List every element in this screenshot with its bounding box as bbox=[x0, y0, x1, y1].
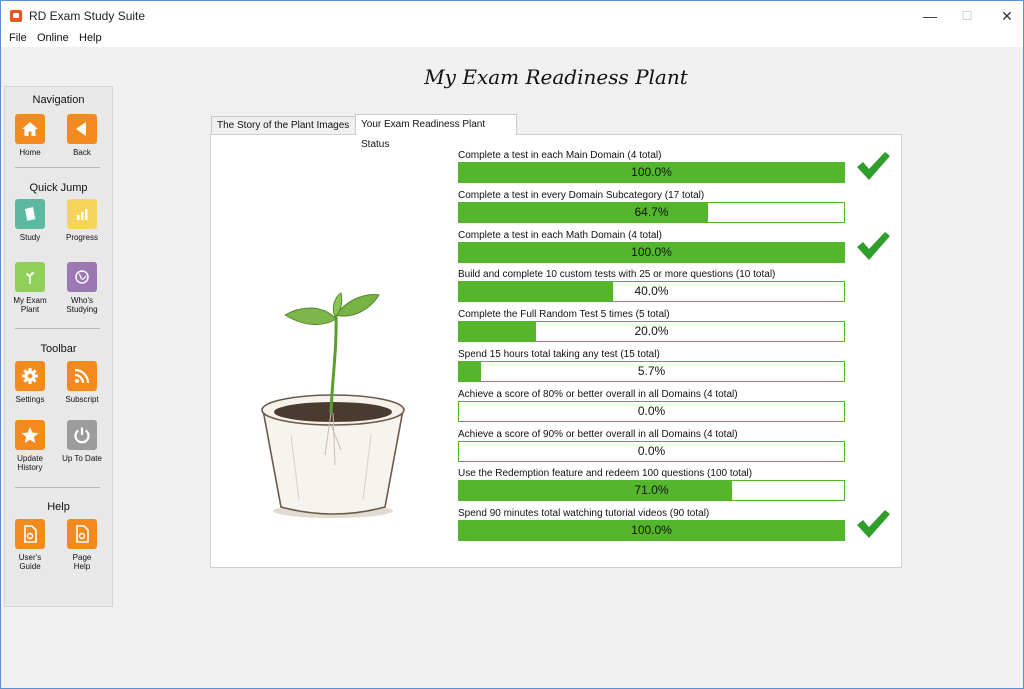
progress-bar bbox=[458, 321, 845, 342]
minimize-button[interactable]: — bbox=[923, 8, 937, 24]
progress-value: 64.7% bbox=[634, 204, 669, 219]
progress-value: 100.0% bbox=[631, 165, 672, 179]
goal-row bbox=[458, 268, 848, 302]
menu-bar bbox=[1, 31, 1023, 47]
gear-icon bbox=[20, 366, 40, 386]
progress-value: 100.0% bbox=[631, 523, 672, 538]
progress-label: Progress bbox=[65, 233, 98, 242]
back-button[interactable] bbox=[54, 114, 110, 157]
home-icon bbox=[20, 119, 40, 139]
goal-label: Spend 15 hours total taking any test (15 total) bbox=[458, 349, 660, 360]
my-exam-plant-button[interactable] bbox=[2, 262, 58, 314]
goal-label: Complete a test in each Math Domain (4 total) bbox=[458, 229, 662, 241]
goal-row bbox=[458, 428, 848, 462]
goal-label: Complete a test in every Domain Subcategory (17 total) bbox=[458, 189, 705, 201]
status-panel bbox=[210, 134, 902, 568]
quick-jump-title: Quick Jump bbox=[29, 182, 88, 194]
update-history-label: Update History bbox=[17, 454, 43, 472]
update-history-button[interactable] bbox=[2, 420, 58, 472]
close-button[interactable]: ✕ bbox=[1001, 8, 1013, 24]
tab-story[interactable]: The Story of the Plant Images bbox=[211, 116, 357, 135]
goal-label: Build and complete 10 custom tests with 25 or more questions (10 total) bbox=[458, 269, 776, 281]
settings-button[interactable] bbox=[2, 361, 58, 404]
progress-bar bbox=[458, 480, 845, 501]
up-to-date-label: Up To Date bbox=[62, 454, 102, 463]
progress-value: 100.0% bbox=[631, 244, 672, 259]
progress-bar bbox=[458, 162, 845, 183]
goal-row bbox=[458, 149, 848, 183]
page-title: My Exam Readiness Plant bbox=[424, 65, 688, 89]
goal-row bbox=[458, 308, 848, 342]
progress-chart-icon bbox=[73, 205, 91, 223]
goal-row bbox=[458, 229, 848, 263]
progress-button[interactable] bbox=[54, 199, 110, 242]
tab-status[interactable]: Your Exam Readiness Plant Status bbox=[355, 114, 517, 135]
title-bar bbox=[1, 1, 1023, 31]
progress-bar bbox=[458, 401, 845, 422]
goal-row bbox=[458, 507, 848, 541]
app-icon bbox=[10, 10, 22, 22]
progress-value: 20.0% bbox=[634, 324, 669, 339]
users-guide-label: User's Guide bbox=[18, 553, 42, 571]
checkmark-icon bbox=[855, 150, 891, 182]
plant-pot-image bbox=[251, 285, 416, 525]
star-icon bbox=[20, 425, 40, 445]
progress-bar bbox=[458, 281, 845, 302]
goal-label: Spend 90 minutes total watching tutorial videos (90 total) bbox=[458, 508, 710, 520]
goal-row bbox=[458, 348, 848, 382]
study-label: Study bbox=[19, 233, 41, 242]
home-label: Home bbox=[19, 148, 41, 157]
goal-row bbox=[458, 388, 848, 422]
progress-value: 40.0% bbox=[634, 284, 669, 299]
subscript-button[interactable] bbox=[54, 361, 110, 404]
progress-value: 71.0% bbox=[634, 483, 669, 498]
goal-row bbox=[458, 467, 848, 501]
settings-label: Settings bbox=[15, 395, 45, 404]
menu-online[interactable]: Online bbox=[37, 32, 69, 44]
home-button[interactable] bbox=[2, 114, 58, 157]
goal-label: Achieve a score of 80% or better overall in all Domains (4 total) bbox=[458, 388, 738, 400]
goal-label: Achieve a score of 90% or better overall in all Domains (4 total) bbox=[458, 428, 738, 440]
whos-studying-button[interactable] bbox=[54, 262, 110, 314]
goal-row bbox=[458, 189, 848, 223]
progress-bar bbox=[458, 441, 845, 462]
plant-icon bbox=[21, 268, 39, 286]
rss-icon bbox=[72, 366, 92, 386]
goal-label: Complete a test in each Main Domain (4 total) bbox=[458, 150, 662, 161]
users-guide-button[interactable] bbox=[2, 519, 58, 571]
progress-value: 0.0% bbox=[637, 443, 666, 458]
globe-icon bbox=[73, 268, 91, 286]
progress-bar bbox=[458, 361, 845, 382]
progress-bar bbox=[458, 202, 845, 223]
checkmark-icon bbox=[855, 230, 891, 262]
page-help-button[interactable] bbox=[54, 519, 110, 571]
menu-help[interactable]: Help bbox=[79, 32, 102, 44]
subscript-label: Subscript bbox=[65, 395, 99, 404]
up-to-date-button[interactable] bbox=[54, 420, 110, 463]
progress-bar bbox=[458, 242, 845, 263]
book-icon bbox=[21, 205, 39, 223]
goal-label: Complete the Full Random Test 5 times (5 total) bbox=[458, 309, 670, 321]
goal-label: Use the Redemption feature and redeem 100 questions (100 total) bbox=[458, 468, 753, 480]
progress-value: 5.7% bbox=[637, 364, 666, 378]
progress-value: 0.0% bbox=[637, 403, 666, 418]
power-icon bbox=[72, 425, 92, 445]
study-button[interactable] bbox=[2, 199, 58, 242]
maximize-button[interactable]: ☐ bbox=[961, 9, 973, 23]
window-title: RD Exam Study Suite bbox=[29, 9, 146, 23]
document-icon bbox=[20, 524, 40, 544]
back-label: Back bbox=[73, 148, 91, 157]
help-title: Help bbox=[47, 501, 70, 513]
my-exam-plant-label: My Exam Plant bbox=[13, 296, 47, 314]
checkmark-icon bbox=[855, 508, 891, 540]
separator bbox=[15, 167, 100, 168]
progress-bar bbox=[458, 520, 845, 541]
toolbar-title: Toolbar bbox=[40, 343, 77, 355]
menu-file[interactable]: File bbox=[9, 32, 27, 44]
page-help-label: Page Help bbox=[72, 553, 92, 571]
back-arrow-icon bbox=[72, 119, 92, 139]
whos-studying-label: Who's Studying bbox=[66, 296, 98, 314]
navigation-title: Navigation bbox=[32, 94, 85, 106]
sidebar bbox=[4, 86, 113, 607]
separator bbox=[15, 328, 100, 329]
separator bbox=[15, 487, 100, 488]
document-icon bbox=[72, 524, 92, 544]
